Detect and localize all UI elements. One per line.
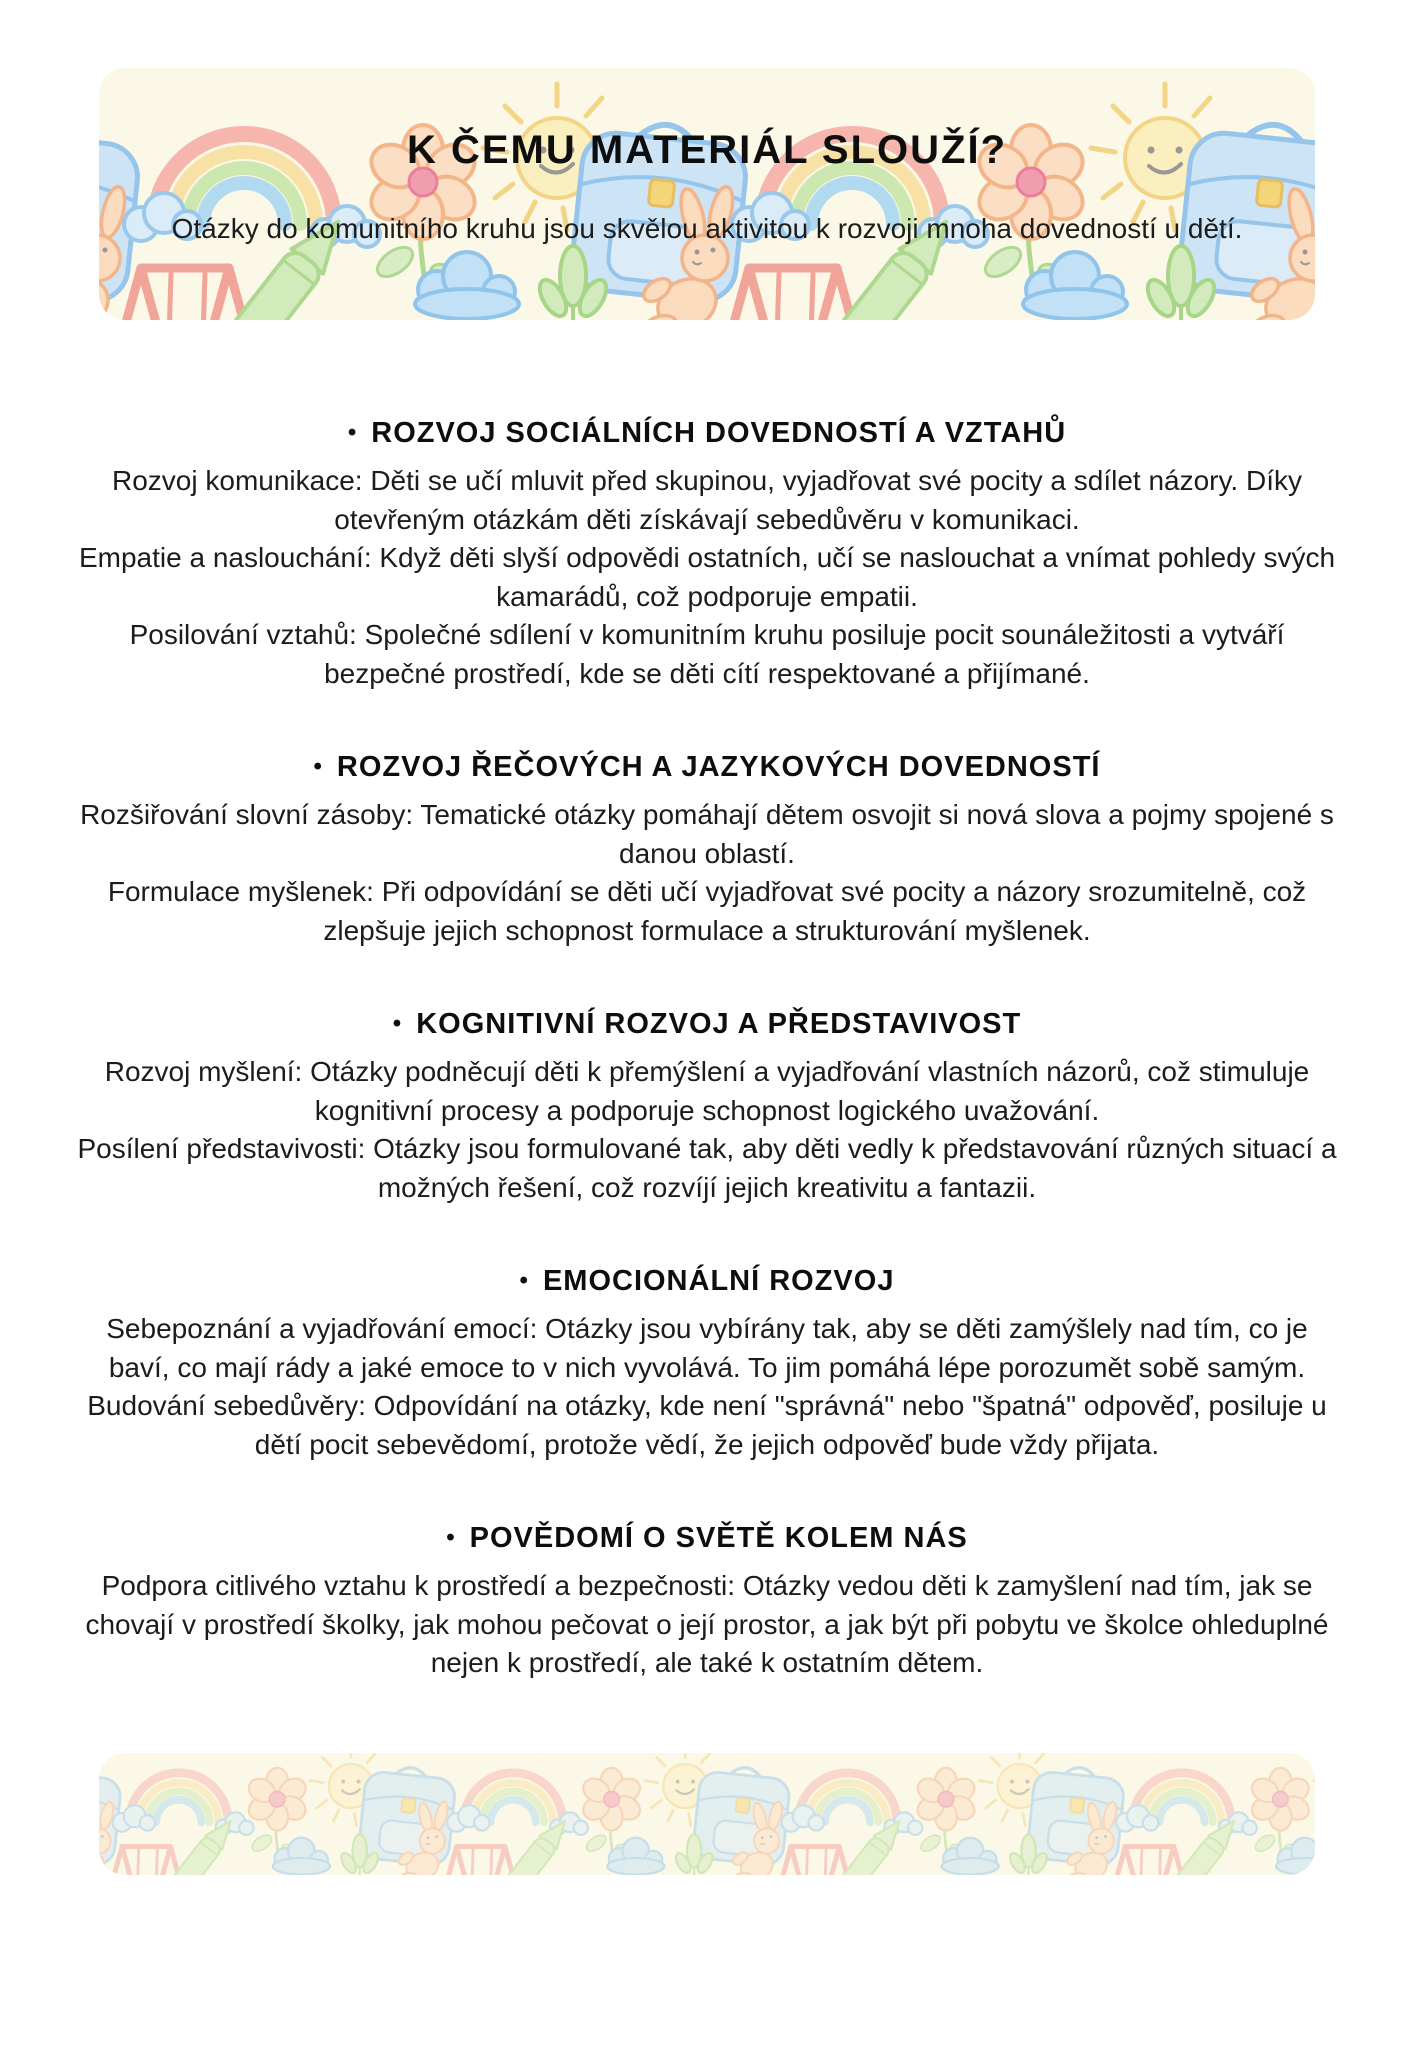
section-paragraph: Rozvoj myšlení: Otázky podněcují děti k přemýšlení a vyjadřování vlastních názorů, což stimuluje kognitivní procesy a podporuje schopnost logického uvažování. bbox=[104, 1056, 1310, 1126]
section-heading bbox=[77, 1007, 1337, 1043]
section-social-skills bbox=[77, 416, 1337, 693]
section-heading bbox=[77, 750, 1337, 786]
header-banner bbox=[99, 68, 1315, 320]
section-paragraph: Formulace myšlenek: Při odpovídání se děti učí vyjadřovat své pocity a názory srozumitelně, což zlepšuje jejich schopnost formulace a strukturování myšlenek. bbox=[107, 876, 1307, 946]
bullet-glyph: • bbox=[519, 1267, 529, 1294]
bullet-glyph: • bbox=[446, 1524, 456, 1551]
section-cognitive-development bbox=[77, 1007, 1337, 1207]
bullet-glyph: • bbox=[347, 419, 358, 446]
page-title: K ČEMU MATERIÁL SLOUŽÍ? bbox=[406, 128, 1008, 172]
header-content bbox=[99, 68, 1315, 248]
section-heading-text: ROZVOJ SOCIÁLNÍCH DOVEDNOSTÍ A VZTAHŮ bbox=[371, 417, 1067, 449]
section-paragraph: Posílení představivosti: Otázky jsou formulované tak, aby děti vedly k představování různých situací a možných řešení, což rozvíjí jejich kreativitu a fantazii. bbox=[77, 1133, 1337, 1203]
section-paragraph: Posilování vztahů: Společné sdílení v komunitním kruhu posiluje pocit sounáležitosti a vytváří bezpečné prostředí, kde se děti cítí respektované a přijímané. bbox=[129, 619, 1285, 689]
document-page bbox=[0, 68, 1414, 1875]
section-heading bbox=[77, 416, 1337, 452]
section-heading-text: EMOCIONÁLNÍ ROZVOJ bbox=[542, 1265, 895, 1297]
bullet-glyph: • bbox=[313, 753, 323, 780]
section-heading-text: POVĚDOMÍ O SVĚTĚ KOLEM NÁS bbox=[469, 1522, 968, 1554]
bullet-glyph: • bbox=[392, 1010, 403, 1037]
section-world-awareness bbox=[77, 1521, 1337, 1683]
page-subtitle: Otázky do komunitního kruhu jsou skvělou aktivitou k rozvoji mnoha dovedností u dětí. bbox=[171, 213, 1243, 244]
section-heading-text: ROZVOJ ŘEČOVÝCH A JAZYKOVÝCH DOVEDNOSTÍ bbox=[336, 751, 1101, 783]
doodle-pattern bbox=[99, 1753, 1315, 1875]
section-heading bbox=[77, 1521, 1337, 1557]
footer-banner bbox=[99, 1753, 1315, 1875]
section-paragraph: Budování sebedůvěry: Odpovídání na otázky, kde není "správná" nebo "špatná" odpověď, posiluje u dětí pocit sebevědomí, protože vědí, že jejich odpověď bude vždy přijata. bbox=[87, 1390, 1327, 1460]
section-paragraph: Rozvoj komunikace: Děti se učí mluvit před skupinou, vyjadřovat své pocity a sdílet názory. Díky otevřeným otázkám děti získávají sebedůvěru v komunikaci. bbox=[112, 465, 1302, 535]
section-heading-text: KOGNITIVNÍ ROZVOJ A PŘEDSTAVIVOST bbox=[416, 1008, 1022, 1040]
section-language-skills bbox=[77, 750, 1337, 950]
section-emotional-development bbox=[77, 1264, 1337, 1464]
section-paragraph: Empatie a naslouchání: Když děti slyší odpovědi ostatních, učí se naslouchat a vnímat pohledy svých kamarádů, což podporuje empatii. bbox=[78, 542, 1336, 612]
section-paragraph: Rozšiřování slovní zásoby: Tematické otázky pomáhají dětem osvojit si nová slova a pojmy spojené s danou oblastí. bbox=[80, 799, 1334, 869]
section-paragraph: Podpora citlivého vztahu k prostředí a bezpečnosti: Otázky vedou děti k zamyšlení nad tím, jak se chovají v prostředí školky, jak mohou pečovat o její prostor, a jak být při pobytu ve školce ohleduplné nejen k prostředí, ale také k ostatním dětem. bbox=[85, 1570, 1329, 1678]
content-area bbox=[77, 416, 1337, 1683]
section-paragraph: Sebepoznání a vyjadřování emocí: Otázky jsou vybírány tak, aby se děti zamýšlely nad tím, co je baví, co mají rády a jaké emoce to v nich vyvolává. To jim pomáhá lépe porozumět sobě samým. bbox=[106, 1313, 1308, 1383]
section-heading bbox=[77, 1264, 1337, 1300]
